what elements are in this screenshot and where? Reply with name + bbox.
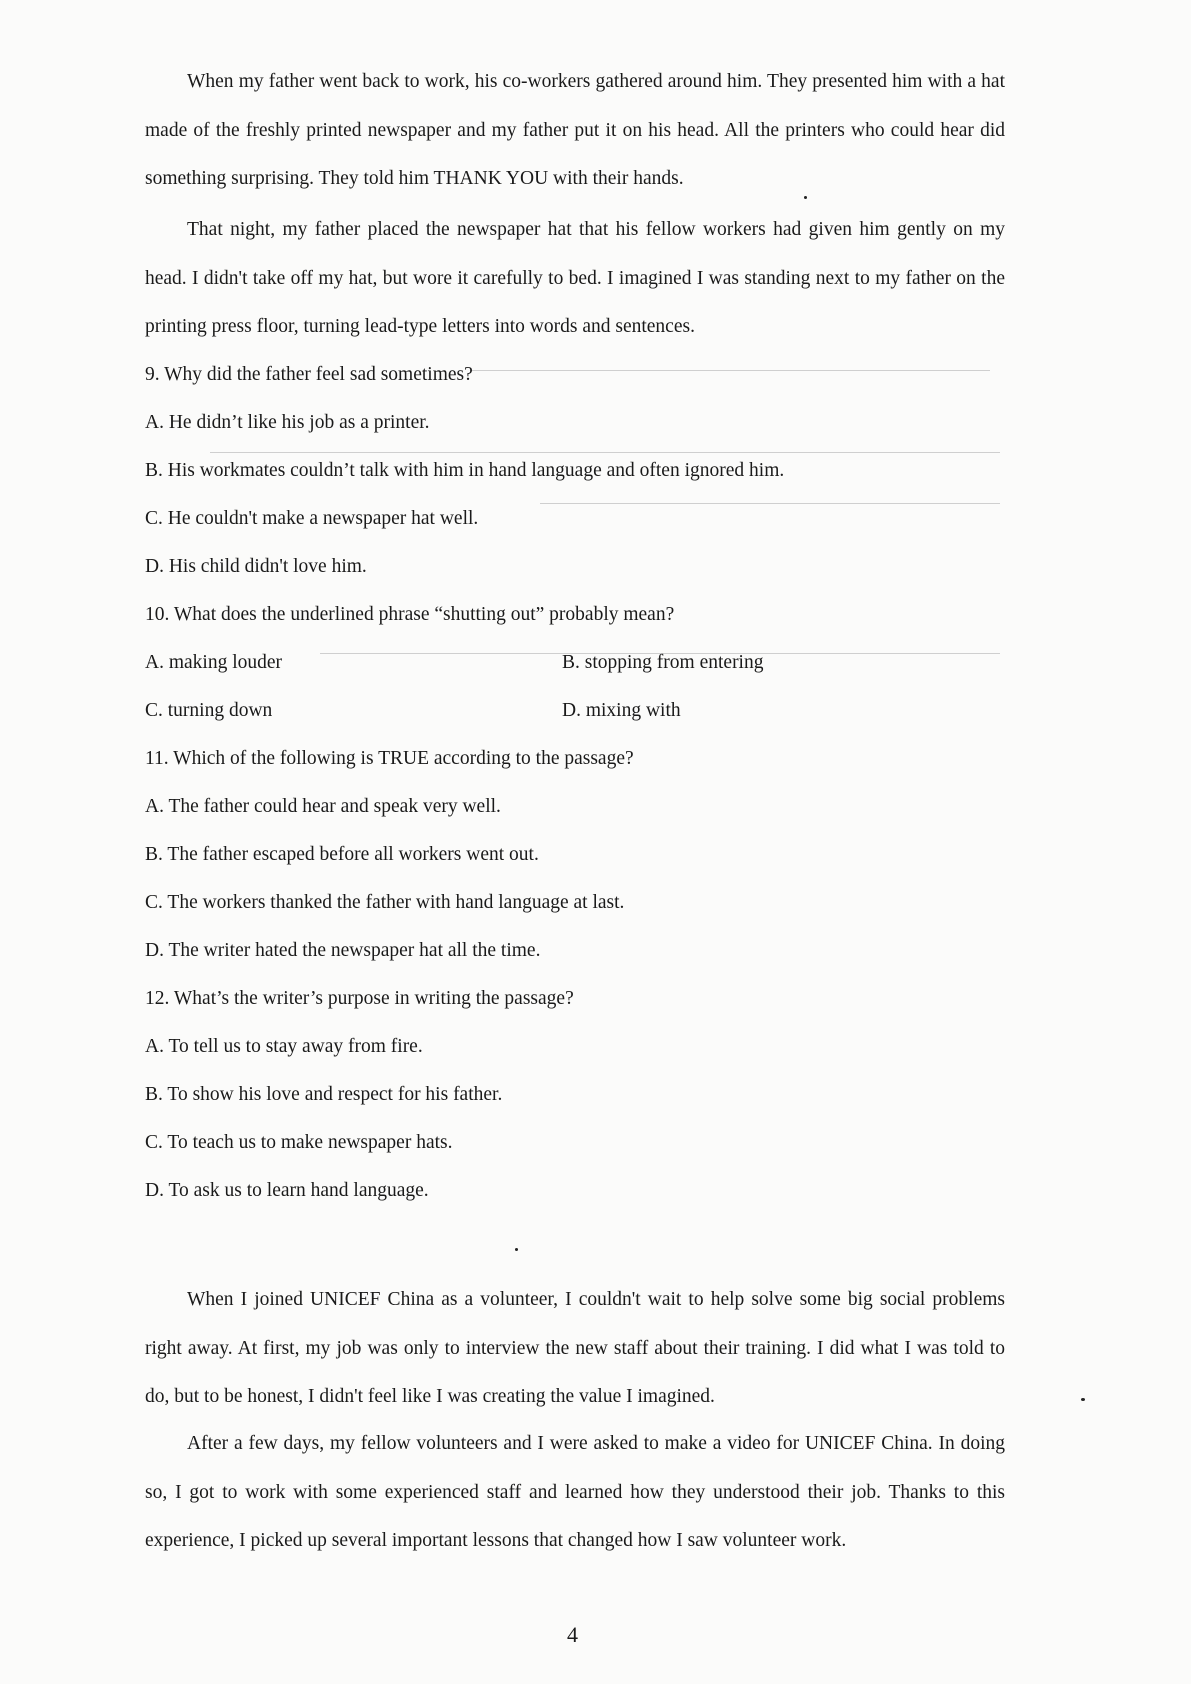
scan-dot [515, 1248, 518, 1251]
scan-dot [1081, 1398, 1085, 1401]
question-12-option-d: D. To ask us to learn hand language. [145, 1180, 429, 1201]
passage-b-paragraph-2 [145, 1420, 1005, 1566]
question-11-option-d: D. The writer hated the newspaper hat all the time. [145, 940, 541, 961]
question-9-option-c: C. He couldn't make a newspaper hat well. [145, 508, 479, 529]
question-9-option-b: B. His workmates couldn’t talk with him in hand language and often ignored him. [145, 460, 785, 481]
question-12-stem: 12. What’s the writer’s purpose in writing the passage? [145, 988, 574, 1009]
question-11-option-b: B. The father escaped before all workers went out. [145, 844, 539, 865]
question-11-option-a: A. The father could hear and speak very well. [145, 796, 501, 817]
passage-a-paragraph-1 [145, 58, 1005, 204]
question-11-option-c: C. The workers thanked the father with hand language at last. [145, 892, 625, 913]
question-12-option-a: A. To tell us to stay away from fire. [145, 1036, 423, 1057]
scan-line [210, 452, 1000, 453]
question-10-stem: 10. What does the underlined phrase “shutting out” probably mean? [145, 604, 675, 625]
question-12-option-c: C. To teach us to make newspaper hats. [145, 1132, 453, 1153]
paragraph-text: When I joined UNICEF China as a volunteer, I couldn't wait to help solve some big social problems right away. At first, my job was only to interview the new staff about their training. I did what I was told to do, but to be honest, I didn't feel like I was creating the value I imagined. [145, 1289, 1005, 1407]
passage-a-paragraph-2 [145, 206, 1005, 352]
question-9-option-a: A. He didn’t like his job as a printer. [145, 412, 430, 433]
question-10-option-a: A. making louder [145, 652, 283, 673]
question-10-option-b: B. stopping from entering [562, 652, 764, 673]
page-number: 4 [567, 1622, 578, 1647]
question-10-option-d: D. mixing with [562, 700, 681, 721]
question-9-option-d: D. His child didn't love him. [145, 556, 367, 577]
passage-b-paragraph-1 [145, 1276, 1005, 1422]
scan-line [540, 503, 1000, 504]
paragraph-text: That night, my father placed the newspaper hat that his fellow workers had given him gently on my head. I didn't take off my hat, but wore it carefully to bed. I imagined I was standing next to my father on the printing press floor, turning lead-type letters into words and sentences. [145, 219, 1005, 337]
question-11-stem: 11. Which of the following is TRUE according to the passage? [145, 748, 634, 769]
paragraph-text: When my father went back to work, his co-workers gathered around him. They presented him with a hat made of the freshly printed newspaper and my father put it on his head. All the printers who could hear did something surprising. They told him THANK YOU with their hands. [145, 71, 1005, 189]
question-12-option-b: B. To show his love and respect for his father. [145, 1084, 503, 1105]
question-10-option-c: C. turning down [145, 700, 273, 721]
scan-line [470, 370, 990, 371]
paragraph-text: After a few days, my fellow volunteers and I were asked to make a video for UNICEF China. In doing so, I got to work with some experienced staff and learned how they understood their job. Thanks to this experience, I picked up several important lessons that changed how I saw volunteer work. [145, 1433, 1005, 1551]
question-9-stem: 9. Why did the father feel sad sometimes? [145, 364, 473, 385]
